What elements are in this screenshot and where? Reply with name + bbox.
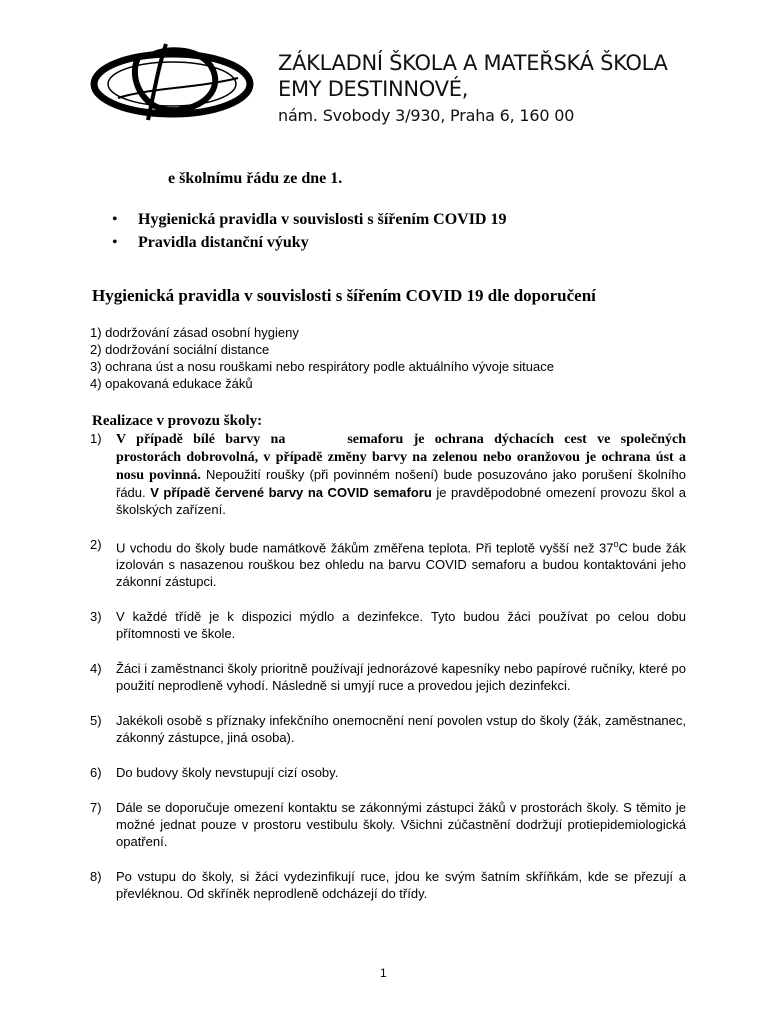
topic-list [108, 208, 506, 254]
rule-number: 4) [90, 661, 102, 677]
rule-number: 7) [90, 800, 102, 816]
topic-item: • Pravidla distanční výuky [108, 231, 506, 254]
principles-list [90, 324, 554, 392]
principle-item: 1) dodržování zásad osobní hygieny [90, 325, 299, 340]
rule-bold-text: V případě červené barvy na COVID semaforu [150, 485, 432, 500]
rule-number: 2) [90, 537, 102, 552]
rule-item-6 [90, 764, 686, 781]
realization-title: Realizace v provozu školy: [92, 413, 263, 429]
rule-item-5 [90, 712, 686, 746]
topic-item: • Hygienická pravidla v souvislosti s šířením COVID 19 [108, 208, 506, 231]
rule-text: je pravděpodobné omezení provozu škol a školských zařízení. [116, 485, 687, 517]
rule-item-4 [90, 660, 686, 694]
principle-item: 2) dodržování sociální distance [90, 342, 270, 357]
rule-text: Nepoužití roušky (při povinném nošení) bude posuzováno jako porušení školního řádu. [116, 467, 686, 500]
rule-text: Žáci i zaměstnanci školy prioritně používají jednorázové kapesníky nebo papírové ručníky, které po použití neprodleně vyhodí. Následně si umyjí ruce a provedou jejich dezinfekci. [116, 661, 686, 694]
rule-item-1 [90, 430, 686, 518]
rule-text: C bude žák izolován s nasazenou rouškou bez ohledu na barvu COVID semaforu a budou kontaktováni jeho zákonní zástupci. [116, 540, 686, 590]
principle-item: 4) opakovaná edukace žáků [90, 376, 253, 391]
section-title: Hygienická pravidla v souvislosti s šířením COVID 19 dle doporučení [92, 286, 596, 305]
rule-number: 6) [90, 765, 102, 781]
rules-list [90, 430, 686, 902]
rule-text: U vchodu do školy bude namátkově žákům změřena teplota. Při teplotě vyšší než 37 [116, 540, 614, 556]
principle-item: 3) ochrana úst a nosu rouškami nebo respirátory podle aktuálního vývoje situace [90, 359, 554, 374]
school-name-line2: EMY DESTINNOVÉ, [278, 77, 469, 101]
rule-number: 3) [90, 609, 102, 625]
rule-item-3 [90, 608, 686, 642]
school-address: nám. Svobody 3/930, Praha 6, 160 00 [278, 106, 575, 125]
rule-number: 5) [90, 713, 102, 729]
rule-bold-text: semaforu je ochrana dýchacích cest ve společných prostorách dobrovolná, v případě změny barvy na zelenou nebo oranžovou je ochrana úst a nosu povinná. [116, 432, 686, 483]
rule-item-2 [90, 536, 686, 590]
rule-item-8 [90, 868, 686, 902]
rule-text: Jakékoli osobě s příznaky infekčního onemocnění není povolen vstup do školy (žák, zaměstnanec, zákonný zástupce, jiná osoba). [116, 713, 686, 746]
page-number: 1 [380, 966, 387, 980]
rule-text: Po vstupu do školy, si žáci vydezinfikují ruce, jdou ke svým šatním skříňkám, kde se přezují a převléknou. Od skříněk neprodleně odcházejí do třídy. [116, 869, 686, 902]
rule-text: Do budovy školy nevstupují cizí osoby. [116, 765, 339, 781]
rule-text: V každé třídě je k dispozici mýdlo a dezinfekce. Tyto budou žáci používat po celou dobu přítomnosti ve škole. [116, 609, 686, 642]
rule-number: 1) [90, 431, 102, 446]
school-name-line1: ZÁKLADNÍ ŠKOLA A MATEŘSKÁ ŠKOLA [278, 51, 668, 75]
school-header [278, 50, 748, 128]
school-logo-icon [88, 38, 256, 126]
rule-number: 8) [90, 869, 102, 885]
rule-bold-text: V případě bílé barvy na [116, 432, 286, 447]
rule-text: Dále se doporučuje omezení kontaktu se zákonnými zástupci žáků v prostorách školy. S těmito je možné jednat pouze v prostoru vestibulu školy. Všichni zúčastnění dodržují protiepidemiologická opatření. [116, 800, 686, 850]
degree-mark: o [613, 539, 619, 549]
intro-line: e školnímu řádu ze dne 1. [168, 170, 343, 187]
rule-item-7 [90, 799, 686, 850]
